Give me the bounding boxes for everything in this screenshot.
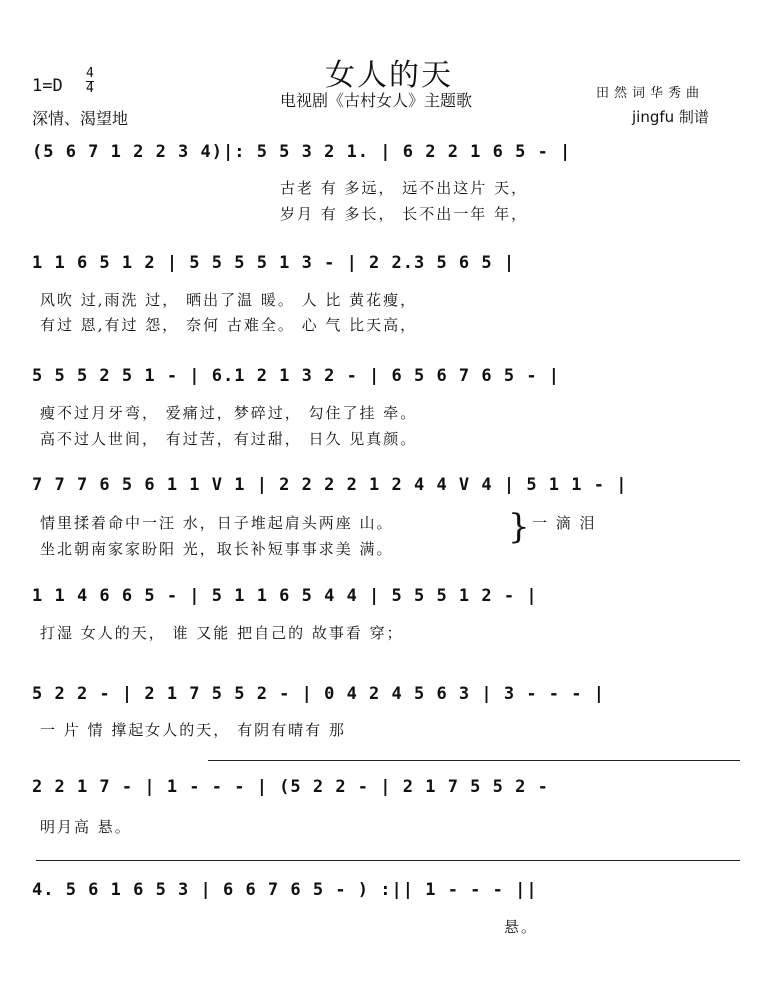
lyric-brace: } <box>508 507 530 547</box>
score-line-2-notes: 1 1 6 5 1 2 | 5 5 5 5 1 3 - | 2 2.3 5 6 5 | <box>32 253 516 273</box>
score-line-1-lyric-a: 古老 有 多远， 远不出这片 天， <box>280 179 529 197</box>
time-top: 4 <box>86 66 94 81</box>
tempo-marking: 深情、渴望地 <box>32 109 129 128</box>
score-line-7-notes: 2 2 1 7 - | 1 - - - | (5 2 2 - | 2 1 7 5 5 2 - <box>32 777 549 797</box>
score-line-2-lyric-b: 有过 恩,有过 怨， 奈何 古难全。 心 气 比天高， <box>40 316 418 334</box>
time-signature <box>86 67 94 96</box>
score-line-5-notes: 1 1 4 6 6 5 - | 5 1 1 6 5 4 4 | 5 5 5 1 2 - | <box>32 586 538 606</box>
song-subtitle: 电视剧《古村女人》主题歌 <box>280 91 473 110</box>
score-line-4-lyric-b: 坐北朝南家家盼阳 光，取长补短事事求美 满。 <box>40 540 394 558</box>
time-bottom: 4 <box>86 81 94 96</box>
score-line-4-lyric-c: 一 滴 泪 <box>532 514 597 532</box>
score-line-8-notes: 4. 5 6 1 6 5 3 | 6 6 7 6 5 - ) :|| 1 - - - || <box>32 880 538 900</box>
score-line-6-notes: 5 2 2 - | 2 1 7 5 5 2 - | 0 4 2 4 5 6 3 | 3 - - - | <box>32 684 605 704</box>
credit-lyricist-composer: 田然词华秀曲 <box>596 86 705 101</box>
score-line-8-lyric: 悬。 <box>504 918 539 936</box>
score-line-5-lyric: 打湿 女人的天， 谁 又能 把自己的 故事看 穿； <box>40 624 404 642</box>
score-line-4-lyric-a: 情里揉着命中一汪 水，日子堆起肩头两座 山。 <box>40 514 394 532</box>
credit-transcriber: jingfu 制谱 <box>632 108 709 126</box>
score-line-3-lyric-b: 高不过人世间， 有过苦，有过甜， 日久 见真颜。 <box>40 430 418 448</box>
score-line-6-lyric: 一 片 情 撑起女人的天， 有阴有晴有 那 <box>40 721 346 739</box>
volta-line-2 <box>36 860 740 861</box>
score-line-4-notes: 7 7 7 6 5 6 1 1 V 1 | 2 2 2 2 1 2 4 4 V 4 | 5 1 1 - | <box>32 475 628 495</box>
score-line-3-notes: 5 5 5 2 5 1 - | 6.1 2 1 3 2 - | 6 5 6 7 6 5 - | <box>32 366 561 386</box>
score-line-3-lyric-a: 瘦不过月牙弯， 爱痛过，梦碎过， 勾住了挂 牵。 <box>40 404 418 422</box>
score-line-1-notes: (5 6 7 1 2 2 3 4)|: 5 5 3 2 1. | 6 2 2 1 6 5 - | <box>32 142 572 162</box>
key-signature: 1=D <box>32 76 63 96</box>
song-title: 女人的天 <box>325 58 453 93</box>
score-line-7-lyric: 明月高 悬。 <box>40 818 132 836</box>
volta-line-1 <box>208 760 740 761</box>
score-line-2-lyric-a: 风吹 过,雨洗 过， 晒出了温 暖。 人 比 黄花瘦， <box>40 291 418 309</box>
score-line-1-lyric-b: 岁月 有 多长， 长不出一年 年， <box>280 205 529 223</box>
